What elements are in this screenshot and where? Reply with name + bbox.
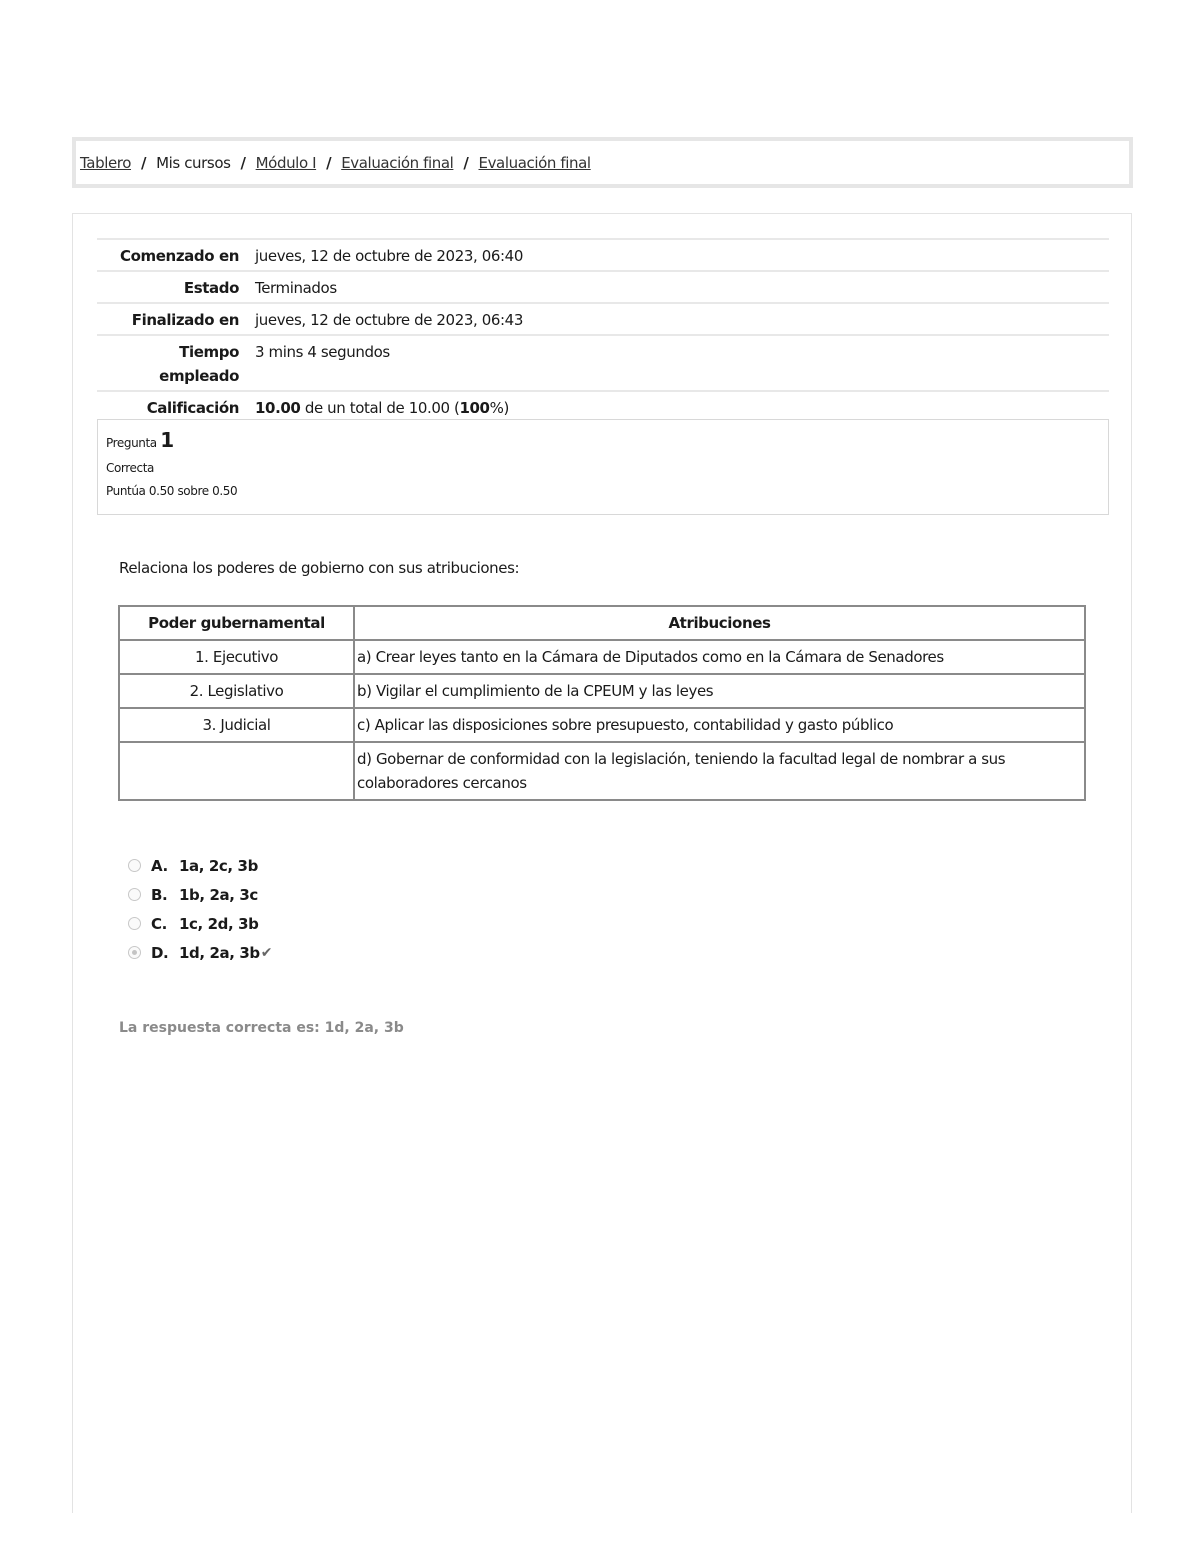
quiz-review-card (72, 213, 1132, 1513)
breadcrumb-separator: / (326, 153, 332, 172)
state-label: Estado (183, 279, 239, 297)
radio-button[interactable] (128, 917, 141, 930)
answer-option-d[interactable] (128, 938, 272, 967)
time-value: 3 mins 4 segundos (255, 343, 390, 361)
summary-row-finished (97, 303, 1109, 335)
attribution-cell: a) Crear leyes tanto en la Cámara de Diputados como en la Cámara de Senadores (354, 640, 1085, 674)
radio-button[interactable] (128, 888, 141, 901)
table-row (119, 742, 1085, 800)
answer-option-c[interactable] (128, 909, 272, 938)
question-points: Puntúa 0.50 sobre 0.50 (106, 484, 238, 498)
breadcrumb-separator: / (240, 153, 246, 172)
state-value: Terminados (255, 279, 337, 297)
radio-button-selected[interactable] (128, 946, 141, 959)
power-cell: 1. Ejecutivo (119, 640, 354, 674)
grade-label: Calificación (146, 399, 239, 417)
attribution-cell: d) Gobernar de conformidad con la legislación, teniendo la facultad legal de nombrar a sus colaboradores cercanos (354, 742, 1085, 800)
option-letter: C. (151, 914, 167, 933)
power-cell: 2. Legislativo (119, 674, 354, 708)
question-text: Relaciona los poderes de gobierno con sus atribuciones: (119, 559, 520, 577)
option-text: 1b, 2a, 3c (179, 885, 258, 904)
breadcrumb-separator: / (141, 153, 147, 172)
question-info-box (97, 419, 1109, 515)
summary-row-started (97, 239, 1109, 271)
summary-row-state (97, 271, 1109, 303)
option-text: 1a, 2c, 3b (179, 856, 258, 875)
option-letter: D. (151, 943, 169, 962)
check-icon: ✔ (260, 944, 273, 961)
answer-option-b[interactable] (128, 880, 272, 909)
answer-option-a[interactable] (128, 851, 272, 880)
table-row (119, 640, 1085, 674)
table-header-row (119, 606, 1085, 640)
breadcrumb-tablero-link[interactable]: Tablero (80, 153, 132, 172)
answer-options (128, 851, 272, 967)
question-status: Correcta (106, 461, 154, 475)
option-text: 1c, 2d, 3b (179, 914, 259, 933)
option-text: 1d, 2a, 3b (179, 943, 260, 962)
breadcrumb-modulo-link[interactable]: Módulo I (255, 153, 317, 172)
option-letter: A. (151, 856, 168, 875)
started-label: Comenzado en (120, 247, 239, 265)
table-row (119, 708, 1085, 742)
breadcrumb-evaluacion-link[interactable]: Evaluación final (341, 153, 454, 172)
grade-score: 10.00 (255, 399, 301, 417)
finished-label: Finalizado en (131, 311, 239, 329)
option-letter: B. (151, 885, 168, 904)
attribution-cell: c) Aplicar las disposiciones sobre presupuesto, contabilidad y gasto público (354, 708, 1085, 742)
breadcrumb-mis-cursos: Mis cursos (156, 153, 231, 172)
attribution-cell: b) Vigilar el cumplimiento de la CPEUM y las leyes (354, 674, 1085, 708)
finished-value: jueves, 12 de octubre de 2023, 06:43 (255, 311, 523, 329)
header-attributions: Atribuciones (354, 606, 1085, 640)
grade-end: %) (489, 399, 509, 417)
breadcrumb-evaluacion-quiz-link[interactable]: Evaluación final (478, 153, 591, 172)
summary-row-grade (97, 391, 1109, 422)
grade-value (254, 391, 1109, 422)
grade-rest: de un total de 10.00 ( (300, 399, 460, 417)
header-power: Poder gubernamental (119, 606, 354, 640)
grade-percent: 100 (459, 399, 490, 417)
breadcrumb-separator: / (463, 153, 469, 172)
table-row (119, 674, 1085, 708)
power-cell (119, 742, 354, 800)
question-number: 1 (160, 428, 174, 452)
radio-button[interactable] (128, 859, 141, 872)
time-label: Tiempo empleado (159, 343, 239, 385)
started-value: jueves, 12 de octubre de 2023, 06:40 (255, 247, 523, 265)
attempt-summary-table (97, 238, 1109, 422)
summary-row-time (97, 335, 1109, 391)
powers-table (118, 605, 1086, 801)
power-cell: 3. Judicial (119, 708, 354, 742)
question-label: Pregunta (106, 436, 157, 450)
breadcrumb (72, 137, 1133, 188)
correct-answer-feedback: La respuesta correcta es: 1d, 2a, 3b (119, 1020, 404, 1036)
